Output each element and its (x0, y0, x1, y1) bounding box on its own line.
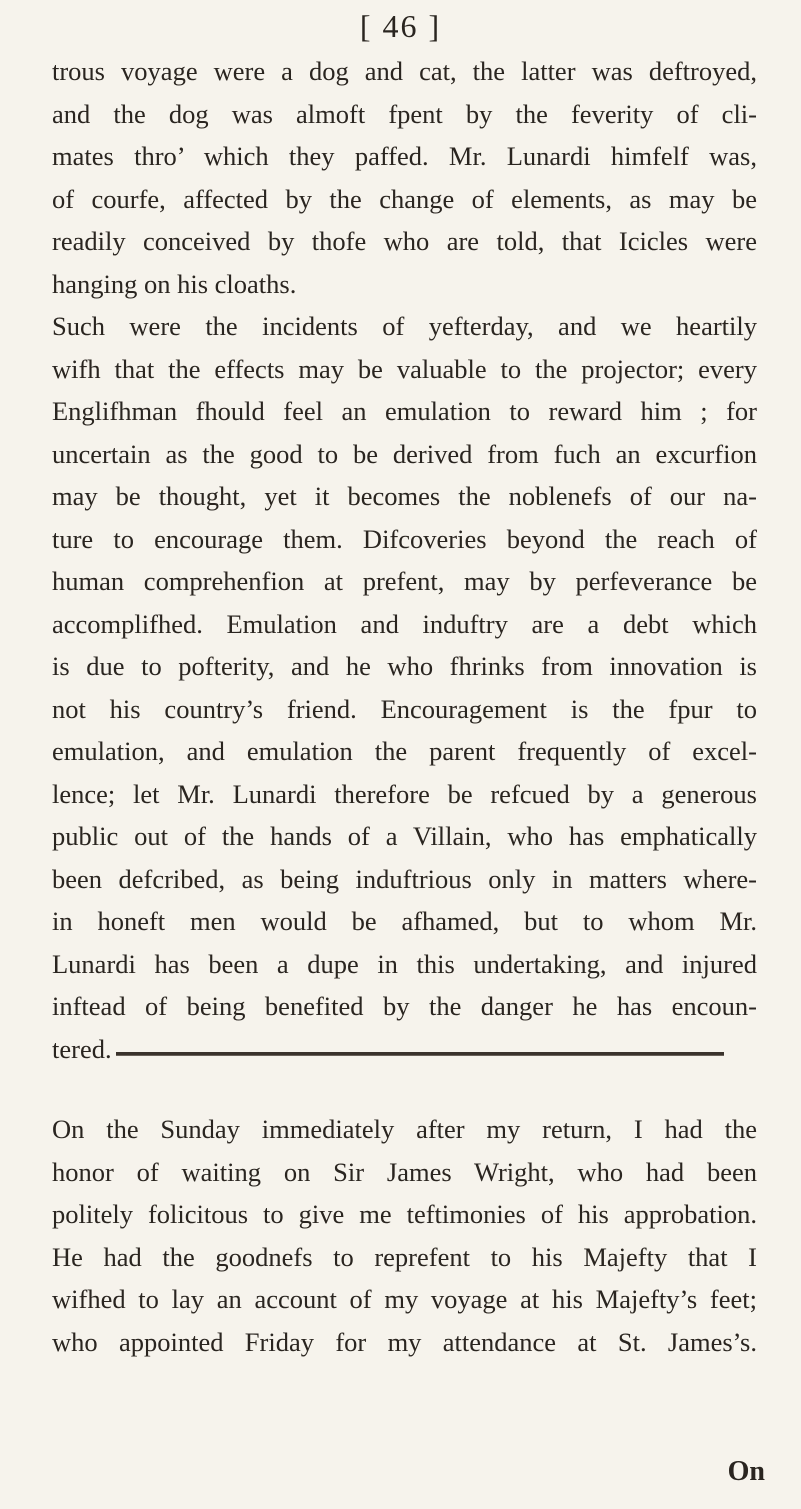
paragraph2-line: Such were the incidents of yefterday, and we heartily (52, 311, 757, 341)
paragraph2-line: may be thought, yet it becomes the noblenefs of our na- (52, 481, 757, 511)
paragraph1-line: of courfe, affected by the change of elements, as may be (52, 183, 757, 214)
page-number: [ 46 ] (359, 8, 442, 44)
paragraph3-line: On the Sunday immediately after my return, I had the (52, 1114, 757, 1144)
paragraph3-line: wifhed to lay an account of my voyage at his Majefty’s feet; (52, 1284, 757, 1314)
paragraph2-line: is due to pofterity, and he who fhrinks from innovation is (52, 651, 757, 681)
paragraph2-line: not his country’s friend. Encouragement is the fpur to (52, 693, 757, 724)
paragraph1-line: readily conceived by thofe who are told, that Icicles were (52, 226, 757, 256)
paragraph1-line: and the dog was almoft fpent by the feverity of cli- (52, 98, 757, 129)
paragraph2-line: accomplifhed. Emulation and induftry are a debt which (52, 608, 757, 639)
paragraph2-line: Englifhman fhould feel an emulation to reward him ; for (52, 396, 757, 426)
paragraph3-line: politely folicitous to give me teftimonies of his approbation. (52, 1199, 757, 1229)
paragraph2-line: inftead of being benefited by the danger he has encoun- (52, 991, 757, 1021)
paragraph2-line: been defcribed, as being induftrious only in matters where- (52, 863, 757, 894)
catchword: On (727, 1456, 765, 1487)
paragraph2-line: emulation, and emulation the parent frequently of excel- (52, 736, 757, 766)
paragraph2-line: ture to encourage them. Difcoveries beyond the reach of (52, 523, 757, 554)
paragraph2-line: public out of the hands of a Villain, who has emphatically (52, 821, 757, 851)
paragraph2-line: uncertain as the good to be derived from fuch an excurfion (52, 438, 757, 469)
paragraph2-line: Lunardi has been a dupe in this undertaking, and injured (52, 948, 757, 979)
paragraph2-line: tered. (52, 1033, 112, 1064)
paragraph1-line: mates thro’ which they paffed. Mr. Lunardi himfelf was, (52, 141, 757, 171)
section-divider-rule (116, 1052, 724, 1056)
lower-text-block (52, 1108, 757, 1363)
paragraph2-line: wifh that the effects may be valuable to the projector; every (52, 353, 757, 384)
paragraph2-line: lence; let Mr. Lunardi therefore be refcued by a generous (52, 778, 757, 809)
paragraph1-line: trous voyage were a dog and cat, the latter was deftroyed, (52, 56, 757, 86)
paragraph3-line: who appointed Friday for my attendance at St. James’s. (52, 1326, 757, 1357)
paragraph2-line: human comprehenfion at prefent, may by perfeverance be (52, 566, 757, 596)
paragraph3-line: He had the goodnefs to reprefent to his Majefty that I (52, 1241, 757, 1272)
paragraph1-line: hanging on his cloaths. (52, 268, 297, 299)
paragraph2-line: in honeft men would be afhamed, but to whom Mr. (52, 906, 757, 936)
paragraph3-line: honor of waiting on Sir James Wright, who had been (52, 1156, 757, 1187)
upper-text-block (52, 50, 757, 1070)
